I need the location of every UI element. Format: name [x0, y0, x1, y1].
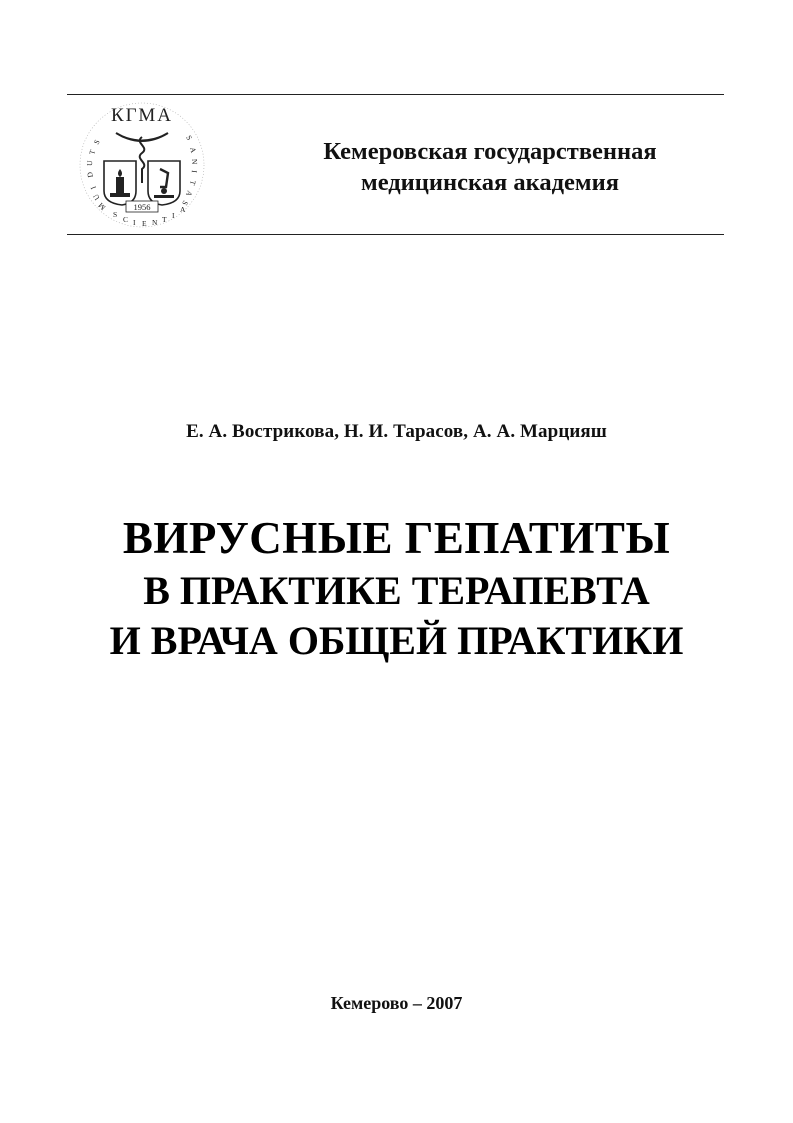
title-line-2: В ПРАКТИКЕ ТЕРАПЕВТА [143, 568, 650, 613]
svg-text:S: S [184, 133, 195, 142]
svg-text:I: I [133, 218, 136, 227]
title-line-3: И ВРАЧА ОБЩЕЙ ПРАКТИКИ [109, 618, 684, 663]
svg-text:C: C [123, 215, 129, 224]
svg-text:A: A [188, 146, 199, 154]
svg-text:E: E [142, 219, 147, 228]
svg-text:U: U [85, 160, 95, 167]
authors-line: Е. А. Вострикова, Н. И. Тарасов, А. А. Марцияш [186, 421, 607, 442]
institution-name [240, 136, 740, 198]
logo-year: 1956 [133, 202, 151, 212]
institution-line-1: Кемеровская государственная [323, 138, 657, 165]
svg-text:I: I [189, 169, 199, 174]
svg-text:D: D [85, 171, 95, 179]
svg-text:N: N [190, 158, 200, 165]
header-rule-top [67, 94, 724, 95]
svg-text:I: I [172, 211, 175, 220]
institution-line-2: медицинская академия [361, 169, 619, 196]
svg-text:I: I [88, 184, 98, 191]
svg-text:S: S [113, 210, 118, 219]
header-rule-bottom [67, 234, 724, 235]
svg-text:N: N [152, 218, 158, 227]
svg-text:M: M [96, 200, 108, 213]
svg-text:T: T [87, 148, 98, 156]
book-title [0, 510, 793, 666]
imprint-city-year: Кемерово – 2007 [330, 993, 463, 1013]
svg-text:A: A [180, 205, 186, 214]
svg-text:T: T [162, 215, 167, 224]
svg-text:A: A [184, 189, 195, 198]
logo-abbr: КГМА [110, 105, 174, 126]
kgma-seal-logo [76, 99, 208, 231]
title-line-1: ВИРУСНЫЕ ГЕПАТИТЫ [122, 513, 671, 563]
svg-text:S: S [91, 138, 102, 146]
svg-text:T: T [187, 179, 198, 187]
svg-text:U: U [91, 192, 102, 202]
svg-text:S: S [180, 199, 191, 208]
